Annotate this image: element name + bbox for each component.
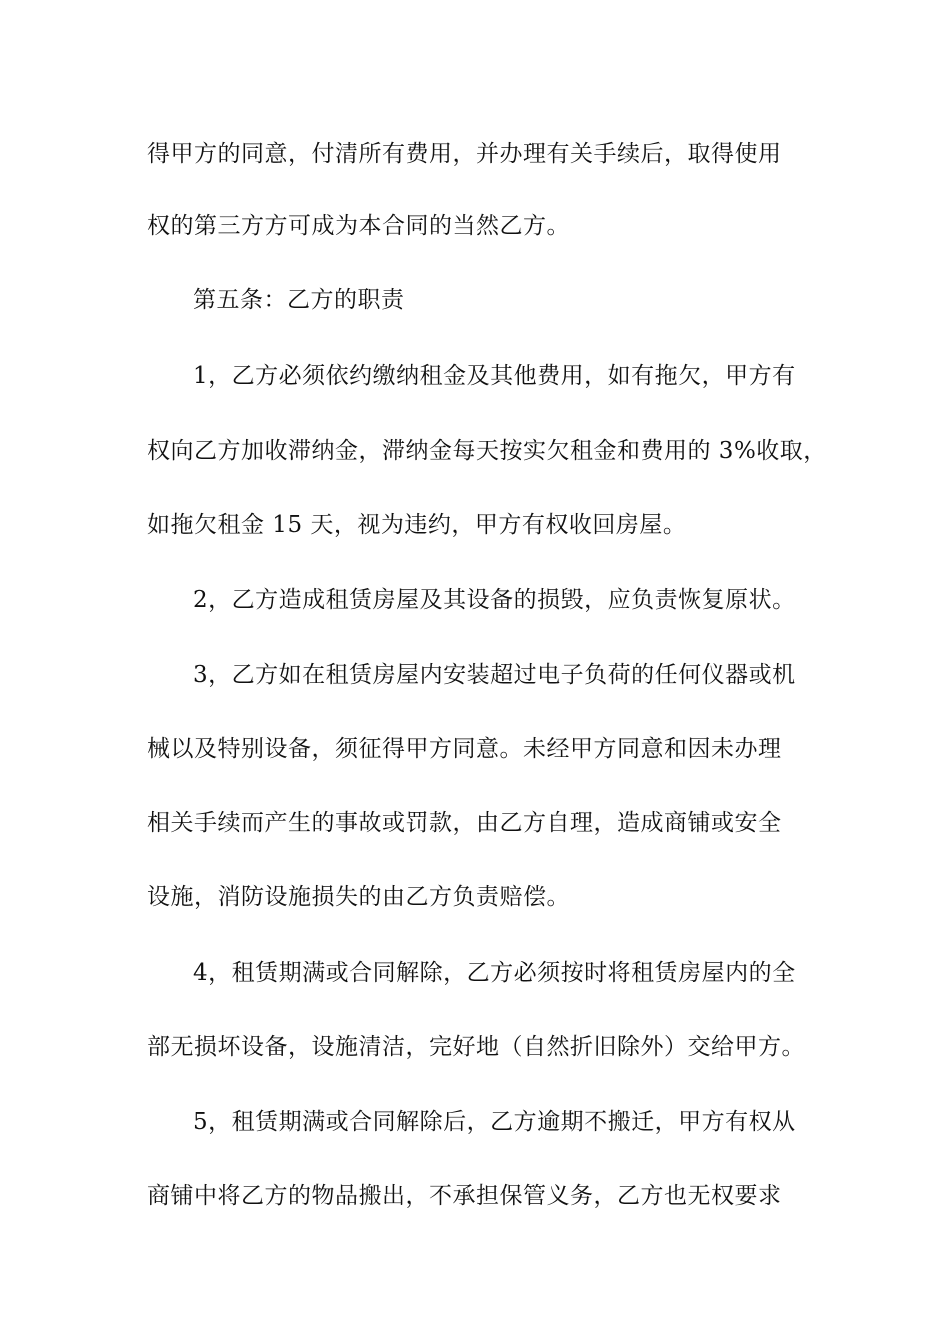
paragraph-line: 5，租赁期满或合同解除后，乙方逾期不搬迁，甲方有权从 <box>193 1109 796 1135</box>
paragraph-line: 权的第三方方可成为本合同的当然乙方。 <box>147 213 570 239</box>
paragraph-line: 得甲方的同意，付清所有费用，并办理有关手续后，取得使用 <box>147 141 782 167</box>
paragraph-line: 3，乙方如在租赁房屋内安装超过电子负荷的任何仪器或机 <box>193 662 796 688</box>
paragraph-line: 2，乙方造成租赁房屋及其设备的损毁，应负责恢复原状。 <box>193 587 796 613</box>
paragraph-line: 商铺中将乙方的物品搬出，不承担保管义务，乙方也无权要求 <box>147 1183 782 1209</box>
paragraph-line: 4，租赁期满或合同解除，乙方必须按时将租赁房屋内的全 <box>193 960 796 986</box>
paragraph-line: 如拖欠租金 15 天，视为违约，甲方有权收回房屋。 <box>147 512 687 538</box>
paragraph-line: 相关手续而产生的事故或罚款，由乙方自理，造成商铺或安全 <box>147 810 782 836</box>
paragraph-line: 械以及特别设备，须征得甲方同意。未经甲方同意和因未办理 <box>147 736 782 762</box>
paragraph-line: 设施，消防设施损失的由乙方负责赔偿。 <box>147 884 570 910</box>
article-heading: 第五条：乙方的职责 <box>193 287 405 313</box>
paragraph-line: 权向乙方加收滞纳金，滞纳金每天按实欠租金和费用的 3%收取， <box>147 438 827 464</box>
paragraph-line: 1，乙方必须依约缴纳租金及其他费用，如有拖欠，甲方有 <box>193 363 796 389</box>
paragraph-line: 部无损坏设备，设施清洁，完好地（自然折旧除外）交给甲方。 <box>147 1034 805 1060</box>
